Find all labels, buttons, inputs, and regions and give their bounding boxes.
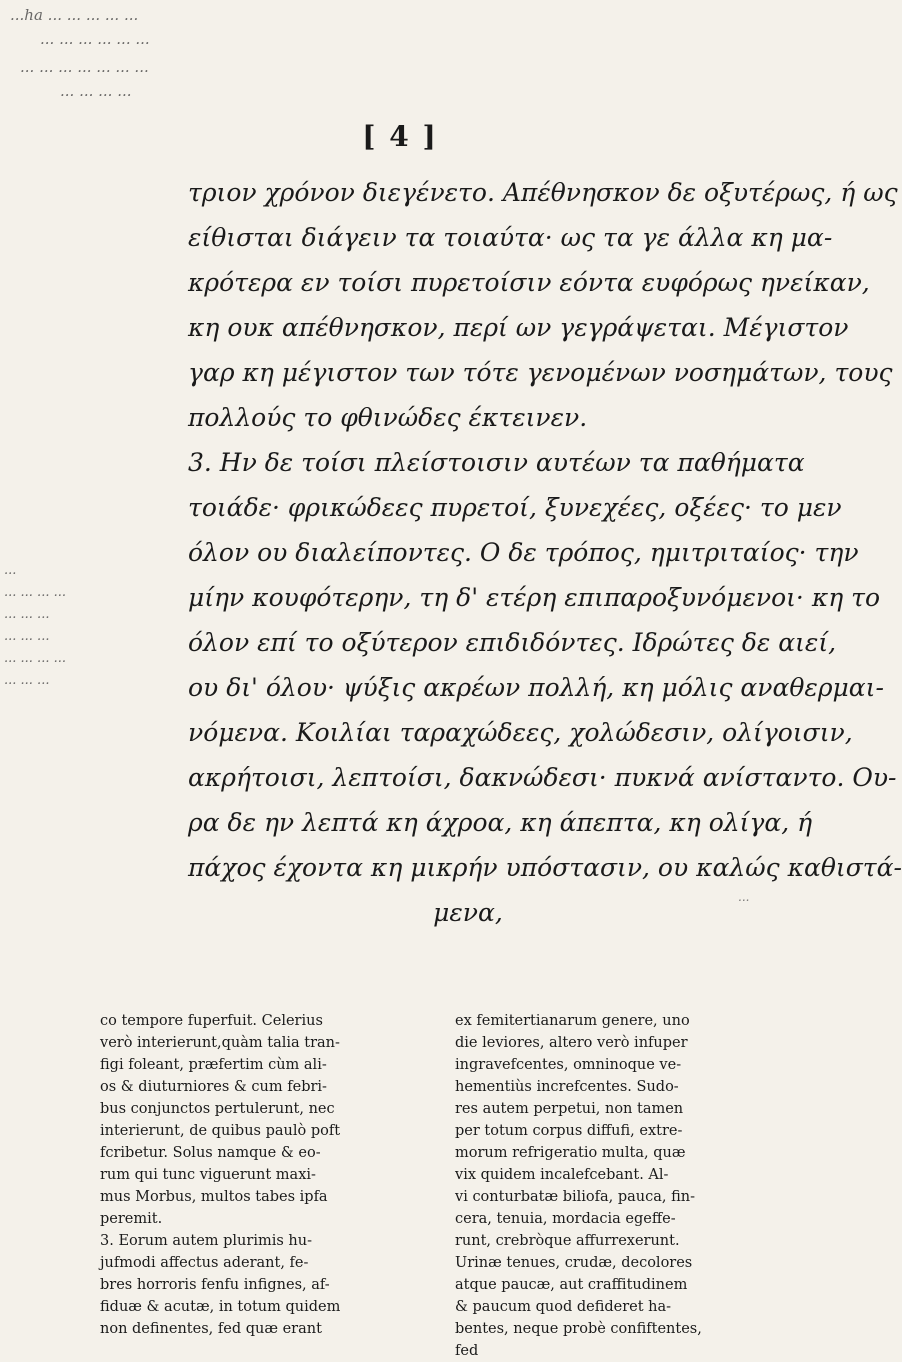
latin-line: peremit.: [100, 1211, 163, 1227]
latin-line: runt, crebròque affurrexerunt.: [455, 1233, 680, 1249]
latin-line: co tempore fuperfuit. Celerius: [100, 1013, 323, 1029]
margin-note-line: ... ... ... ...: [4, 651, 66, 666]
latin-line: morum refrigeratio multa, quæ: [455, 1145, 686, 1161]
greek-line: μίην κουφότερην, τη δ' ετέρη επιπαροξυνόμενοι· κη το: [188, 583, 881, 612]
greek-line: όλον ου διαλείποντες. Ο δε τρόπος, ημιτριταίος· την: [188, 538, 859, 567]
latin-line: ex femitertianarum genere, uno: [455, 1013, 690, 1029]
greek-line: ου δι' όλου· ψύξις ακρέων πολλή, κη μόλις αναθερμαι-: [188, 673, 884, 702]
handwritten-line: ... ... ... ... ... ...: [40, 30, 150, 48]
latin-line: interierunt, de quibus paulò poft: [100, 1123, 341, 1139]
latin-line: fiduæ & acutæ, in totum quidem: [100, 1299, 341, 1315]
greek-line: τοιάδε· φρικώδεες πυρετοί, ξυνεχέες, οξέες· το μεν: [188, 493, 842, 522]
latin-line: jufmodi affectus aderant, fe-: [100, 1255, 309, 1271]
greek-line: κρότερα εν τοίσι πυρετοίσιν εόντα ευφόρως ηνείκαν,: [188, 268, 870, 297]
latin-line: & paucum quod defideret ha-: [455, 1299, 672, 1315]
margin-note-line: ... ... ...: [4, 673, 50, 688]
greek-line: γαρ κη μέγιστον των τότε γενομένων νοσημάτων, τους: [188, 358, 893, 387]
latin-column-right: [455, 1010, 785, 1362]
handwritten-line: ...ha ... ... ... ... ...: [10, 6, 139, 24]
latin-line: fed: [455, 1343, 479, 1359]
latin-line: vi conturbatæ biliofa, pauca, fin-: [455, 1189, 696, 1205]
greek-line: είθισται διάγειν τα τοιαύτα· ως τα γε άλλα κη μα-: [188, 223, 833, 252]
latin-line: die leviores, altero verò infuper: [455, 1035, 688, 1051]
margin-handwriting: [4, 560, 184, 692]
latin-line: 3. Eorum autem plurimis hu-: [100, 1233, 312, 1249]
latin-line: cera, tenuia, mordacia egeffe-: [455, 1211, 676, 1227]
handwritten-line: ... ... ... ... ... ... ...: [20, 58, 149, 76]
right-margin-note: ...: [738, 890, 750, 904]
latin-line: bres horroris fenfu infignes, af-: [100, 1277, 330, 1293]
margin-note-line: ... ... ...: [4, 607, 50, 622]
latin-line: verò interierunt,quàm talia tran-: [100, 1035, 340, 1051]
latin-line: ingravefcentes, omninoque ve-: [455, 1057, 682, 1073]
latin-line: fcribetur. Solus namque & eo-: [100, 1145, 321, 1161]
latin-line: hementiùs increfcentes. Sudo-: [455, 1079, 679, 1095]
latin-line: bentes, neque probè confiftentes,: [455, 1321, 702, 1337]
latin-line: rum qui tunc viguerunt maxi-: [100, 1167, 316, 1183]
latin-line: vix quidem incalefcebant. Al-: [455, 1167, 669, 1183]
handwritten-line: ... ... ... ...: [60, 82, 132, 100]
latin-line: atque paucæ, aut craffitudinem: [455, 1277, 688, 1293]
page-number: [ 4 ]: [362, 120, 438, 153]
latin-line: mus Morbus, multos tabes ipfa: [100, 1189, 328, 1205]
latin-line: os & diuturniores & cum febri-: [100, 1079, 327, 1095]
greek-text-block: [188, 170, 902, 935]
greek-line: νόμενα. Κοιλίαι ταραχώδεες, χολώδεσιν, ολίγοισιν,: [188, 718, 853, 747]
latin-line: non definentes, fed quæ erant: [100, 1321, 322, 1337]
margin-note-line: ...: [4, 563, 17, 578]
greek-line: ρα δε ην λεπτά κη άχροα, κη άπεπτα, κη ολίγα, ή: [188, 808, 813, 837]
latin-line: bus conjunctos pertulerunt, nec: [100, 1101, 335, 1117]
latin-line: Urinæ tenues, crudæ, decolores: [455, 1255, 693, 1271]
greek-line: 3. Ην δε τοίσι πλείστοισιν αυτέων τα παθήματα: [188, 448, 805, 477]
greek-line: ακρήτοισι, λεπτοίσι, δακνώδεσι· πυκνά ανίσταντο. Ου-: [188, 763, 897, 792]
greek-line: πάχος έχοντα κη μικρήν υπόστασιν, ου καλώς καθιστά-: [188, 853, 902, 882]
greek-line: μενα,: [433, 898, 503, 927]
handwritten-annotations: [0, 0, 800, 110]
greek-line: πολλούς το φθινώδες έκτεινεν.: [188, 403, 588, 432]
greek-line: κη ουκ απέθνησκον, περί ων γεγράψεται. Μέγιστον: [188, 313, 849, 342]
latin-line: figi foleant, præfertim cùm ali-: [100, 1057, 327, 1073]
latin-line: per totum corpus diffufi, extre-: [455, 1123, 683, 1139]
greek-line: τριον χρόνον διεγένετο. Απέθνησκον δε οξυτέρως, ή ως: [188, 178, 898, 207]
latin-column-left: [100, 1010, 430, 1340]
margin-note-line: ... ... ... ...: [4, 585, 66, 600]
greek-line: όλον επί το οξύτερον επιδιδόντες. Ιδρώτες δε αιεί,: [188, 628, 837, 657]
latin-line: res autem perpetui, non tamen: [455, 1101, 684, 1117]
margin-note-line: ... ... ...: [4, 629, 50, 644]
